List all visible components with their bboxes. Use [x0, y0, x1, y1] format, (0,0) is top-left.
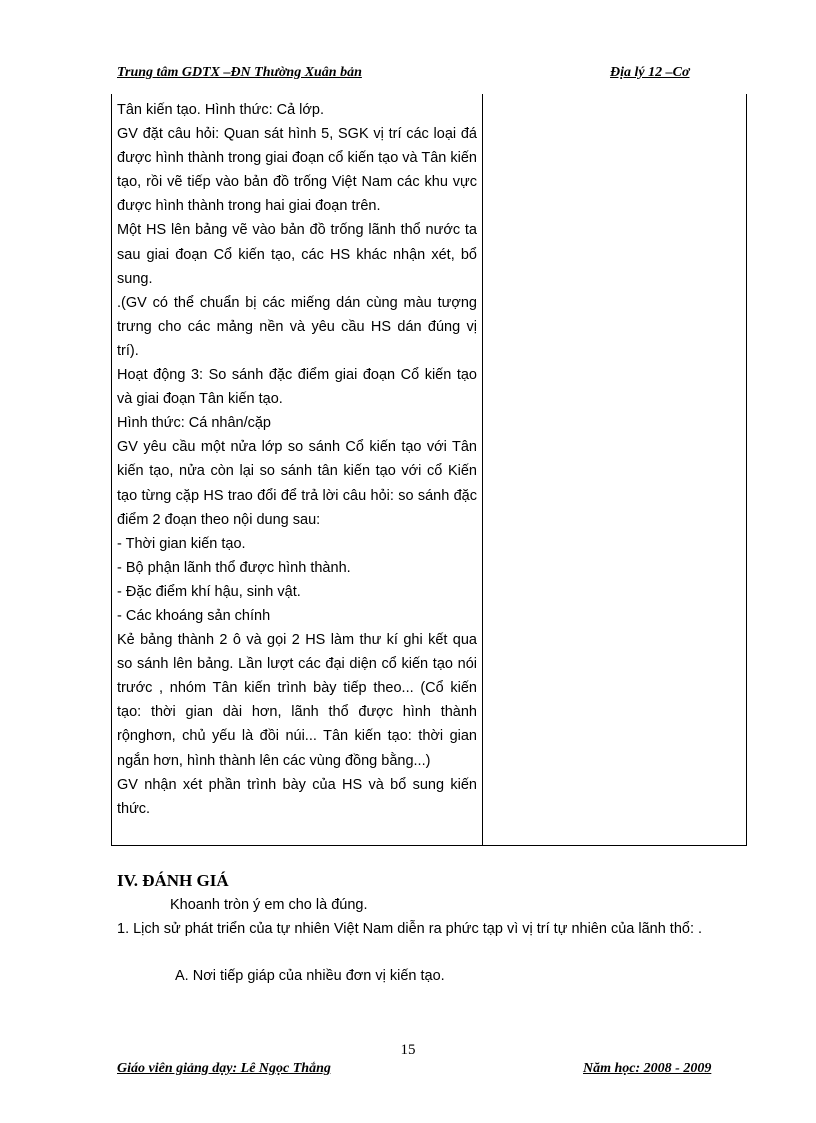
cell-line: .(GV có thể chuẩn bị các miếng dán cùng màu tượng trưng cho các mảng nền và yêu cầu HS dán đúng vị trí). [117, 294, 477, 359]
header-subject: Địa lý 12 –Cơ [610, 65, 690, 80]
cell-line: - Thời gian kiến tạo. [117, 535, 246, 552]
cell-line: - Bộ phận lãnh thổ được hình thành. [117, 559, 351, 576]
cell-line: GV nhận xét phần trình bày của HS và bổ sung kiến thức. [117, 776, 477, 817]
activity-cell [117, 98, 477, 821]
cell-line: - Đặc điểm khí hậu, sinh vật. [117, 583, 301, 600]
cell-line: Hoạt động 3: So sánh đặc điểm giai đoạn Cổ kiến tạo và giai đoạn Tân kiến tạo. [117, 367, 477, 408]
question-1: 1. Lịch sử phát triển của tự nhiên Việt Nam diễn ra phức tạp vì vị trí tự nhiên của lãnh thổ: . [117, 921, 703, 937]
page-number: 15 [400, 1042, 416, 1058]
option-a: A. Nơi tiếp giáp của nhiều đơn vị kiến tạo. [175, 968, 445, 984]
cell-line: GV đặt câu hỏi: Quan sát hình 5, SGK vị trí các loại đá được hình thành trong giai đoạn cổ kiến tạo và Tân kiến tạo, rồi vẽ tiếp vào bản đồ trống Việt Nam các khu vực được hình thành trong hai giai đoạn trên. [117, 126, 477, 215]
section-title: IV. ĐÁNH GIÁ [117, 871, 229, 890]
footer-teacher: Giáo viên giảng dạy: Lê Ngọc Thắng [117, 1061, 331, 1076]
footer-year: Năm học: 2008 - 2009 [583, 1061, 712, 1076]
cell-line: GV yêu cầu một nửa lớp so sánh Cổ kiến tạo với Tân kiến tạo, nửa còn lại so sánh tân kiến tạo với cổ Kiến tạo từng cặp HS trao đổi để trả lời câu hỏi: so sánh đặc điểm 2 đoạn theo nội dung sau: [117, 439, 477, 528]
instruction: Khoanh tròn ý em cho là đúng. [170, 897, 368, 913]
column-divider [482, 94, 483, 845]
cell-line: Hình thức: Cá nhân/cặp [117, 415, 271, 432]
lesson-table [111, 94, 747, 846]
cell-line: Tân kiến tạo. Hình thức: Cả lớp. [117, 102, 325, 118]
cell-line: - Các khoáng sản chính [117, 607, 271, 624]
cell-line: Một HS lên bảng vẽ vào bản đồ trống lãnh thổ nước ta sau giai đoạn Cổ kiến tạo, các HS khác nhận xét, bổ sung. [117, 222, 477, 287]
cell-line: Kẻ bảng thành 2 ô và gọi 2 HS làm thư kí ghi kết qua so sánh lên bảng. Lần lượt các đại diện cổ kiến tạo nói trước , nhóm Tân kiến trình bày tiếp theo... (Cổ kiến tạo: thời gian dài hơn, lãnh thổ được hình thành rộnghơn, chủ yếu là đồi núi... Tân kiến tạo: thời gian ngắn hơn, hình thành lên các vùng đồng bằng...) [117, 632, 477, 769]
header-school: Trung tâm GDTX –ĐN Thường Xuân bản [117, 65, 362, 80]
